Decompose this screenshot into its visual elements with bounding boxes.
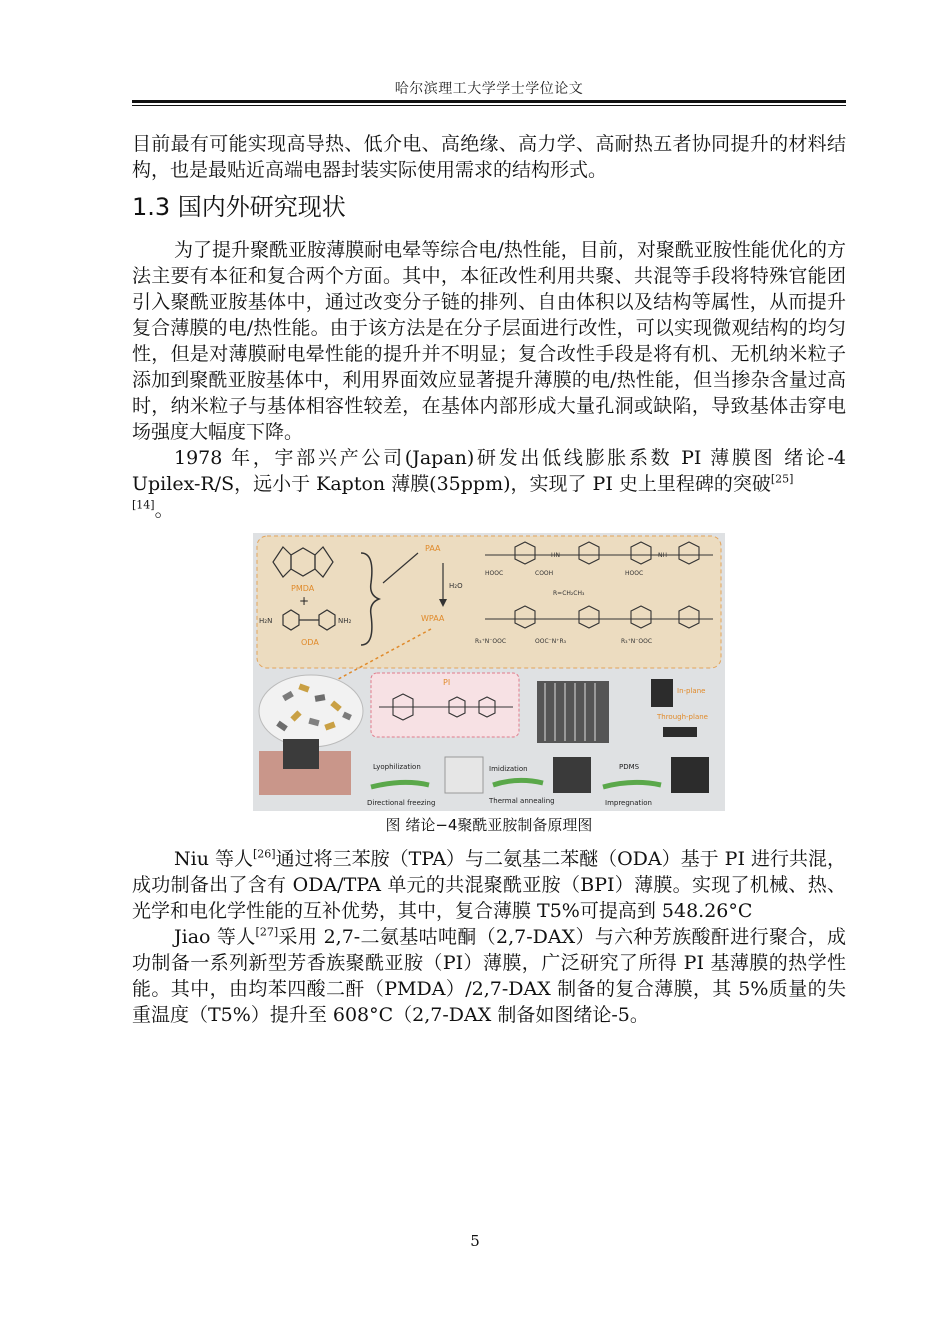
nh-label: NH: [658, 552, 667, 559]
paragraph-4-pre: Jiao 等人: [174, 926, 256, 948]
nh2-label: NH₂: [338, 617, 352, 625]
page-body: [132, 131, 846, 1028]
pi-label: PI: [443, 678, 451, 687]
pdms-label: PDMS: [619, 763, 640, 771]
plus-sign: +: [299, 594, 310, 608]
imidization-label: Imidization: [489, 765, 528, 773]
annealing-arrow: [493, 780, 543, 785]
impregnation-label: Impregnation: [605, 799, 652, 807]
pdms-cube: [671, 757, 709, 793]
figure-graphic: [253, 533, 725, 811]
impregnation-arrow: [603, 782, 661, 787]
sample-block: [283, 739, 319, 769]
paa-label: PAA: [425, 544, 441, 553]
lyophilization-label: Lyophilization: [373, 763, 421, 771]
oda-label: ODA: [301, 638, 319, 647]
cooh-label: COOH: [535, 570, 554, 577]
hn-label: HN: [551, 552, 560, 559]
lyophilized-cube: [445, 757, 483, 793]
directional-freezing-label: Directional freezing: [367, 799, 436, 807]
in-plane-label: In-plane: [677, 687, 706, 695]
paragraph-3: [132, 846, 846, 924]
pmda-label: PMDA: [291, 584, 315, 593]
through-plane-sample: [663, 727, 697, 737]
page-number: 5: [470, 1232, 480, 1250]
hooc-label-2: HOOC: [625, 570, 644, 577]
figure-caption: 图 绪论−4聚酰亚胺制备原理图: [385, 816, 593, 834]
hooc-label-1: HOOC: [485, 570, 504, 577]
citation-27: [27]: [255, 925, 279, 939]
citation-26: [26]: [253, 847, 276, 861]
h2n-label: H₂N: [259, 617, 273, 625]
through-plane-label: Through-plane: [657, 713, 708, 721]
intro-paragraph: 目前最有可能实现高导热、低介电、高绝缘、高力学、高耐热五者协同提升的材料结构，也是最贴近高端电器封装实际使用需求的结构形式。: [132, 133, 846, 181]
section-heading: 1.3 国内外研究现状: [132, 193, 346, 221]
paragraph-4: [132, 924, 846, 1028]
running-header: 哈尔滨理工大学学士学位论文: [394, 81, 584, 97]
pi-preparation-figure: [253, 533, 725, 811]
header-rule-thin: [132, 105, 846, 106]
ooc-nr3-label: OOC⁻N⁺R₃: [535, 638, 567, 645]
thermal-annealing-label: Thermal annealing: [489, 797, 555, 805]
in-plane-sample: [651, 679, 673, 707]
paragraph-3-pre: Niu 等人: [174, 848, 253, 870]
wpaa-label: WPAA: [421, 614, 445, 623]
citation-14: [14]: [132, 498, 155, 512]
h2o-label: H₂O: [449, 582, 463, 590]
magnified-region: [259, 675, 363, 747]
paragraph-1: 为了提升聚酰亚胺薄膜耐电晕等综合电/热性能，目前，对聚酰亚胺性能优化的方法主要有本征和复合两个方面。其中，本征改性利用共聚、共混等手段将特殊官能团引入聚酰亚胺基体中，通过改变分子链的排列、自由体积以及结构等属性，从而提升复合薄膜的电/热性能。由于该方法是在分子层面进行改性，可以实现微观结构的均匀性，但是对薄膜耐电晕性能的提升并不明显；复合改性手段是将有机、无机纳米粒子添加到聚酰亚胺基体中，利用界面效应显著提升薄膜的电/热性能，但当掺杂含量过高时，纳米粒子与基体相容性较差，在基体内部形成大量孔洞或缺陷，导致基体击穿电场强度大幅度下降。: [132, 239, 846, 443]
imidized-cube: [553, 757, 591, 793]
paragraph-2: [132, 445, 846, 523]
paragraph-4-post: 采用 2,7-二氨基咕吨酮（2,7-DAX）与六种芳族酸酐进行聚合，成功制备一系列新型芳香族聚酰亚胺（PI）薄膜，广泛研究了所得 PI 基薄膜的热学性能。其中，由均苯四酸二酐（PMDA）/2,7-DAX 制备的复合薄膜，其 5%质量的失重温度（T5%）提升至 608°C（2,7-DAX 制备如图绪论-5。: [132, 926, 846, 1026]
paragraph-2-end: 。: [154, 499, 174, 521]
r3n-ooc-label-1: R₃⁺N⁻OOC: [475, 638, 507, 645]
paragraph-3-post: 通过将三苯胺（TPA）与二氨基二苯醚（ODA）基于 PI 进行共混，成功制备出了含有 ODA/TPA 单元的共混聚酰亚胺（BPI）薄膜。实现了机械、热、光学和电化学性能的互补优势，其中，复合薄膜 T5%可提高到 548.26°C: [132, 848, 846, 922]
r-group-label: R=CH₂CH₃: [553, 590, 585, 597]
citation-25: [25]: [770, 472, 794, 486]
paragraph-2-text: 1978 年，宇部兴产公司(Japan)研发出低线膨胀系数 PI 薄膜图 绪论-4 Upilex-R/S，远小于 Kapton 薄膜(35ppm)，实现了 PI 史上里程碑的突破: [132, 447, 846, 495]
header-rule-thick: [132, 100, 846, 103]
freezing-arrow: [371, 782, 429, 787]
r3n-ooc-label-2: R₃⁺N⁻OOC: [621, 638, 653, 645]
sem-image: [537, 681, 609, 743]
